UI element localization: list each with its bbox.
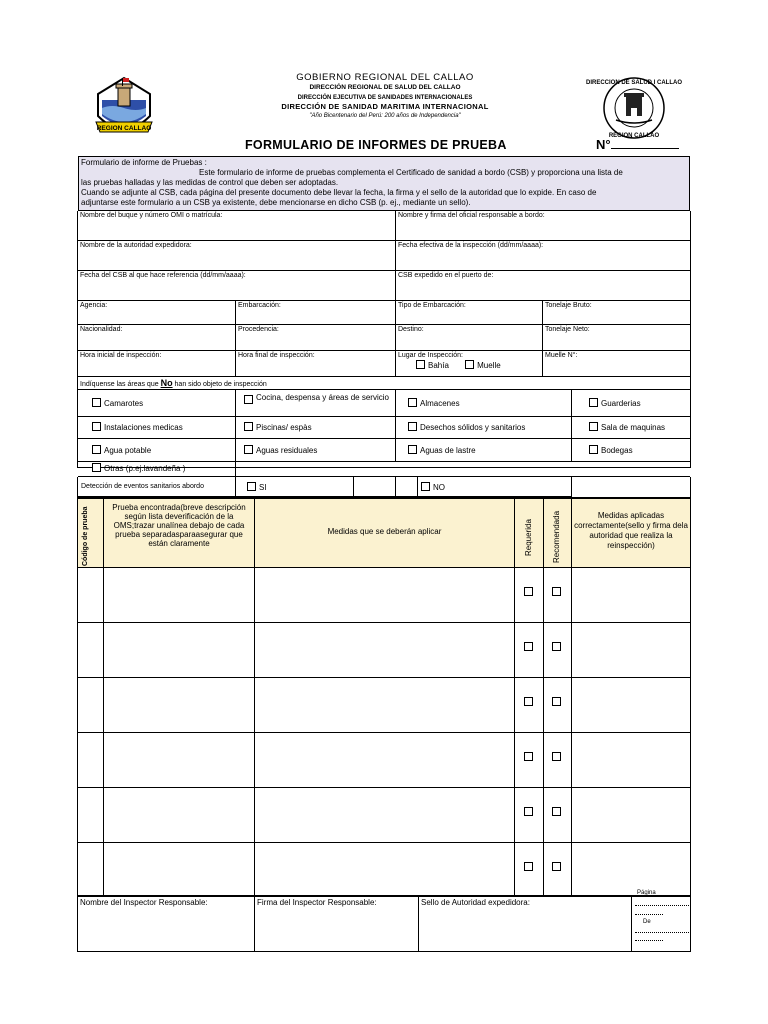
otras-checkbox[interactable] <box>92 463 101 472</box>
label-desechos: Desechos sólidos y sanitarios <box>420 423 526 432</box>
label-tonelaje-neto: Tonelaje Neto: <box>545 326 590 333</box>
deteccion-label <box>78 477 236 497</box>
label-procedencia: Procedencia: <box>238 326 279 333</box>
label-buque: Nombre del buque y número OMI o matrícula: <box>80 212 223 219</box>
number-label: N° <box>596 137 611 152</box>
area-cocina[interactable] <box>236 390 396 417</box>
guarderias-checkbox[interactable] <box>589 398 598 407</box>
label-fecha-efectiva: Fecha efectiva de la inspección (dd/mm/aaaa): <box>398 242 544 249</box>
recomendada-checkbox[interactable] <box>552 697 561 706</box>
area-piscinas[interactable] <box>236 417 396 439</box>
camarotes-checkbox[interactable] <box>92 398 101 407</box>
col-medidas-label: Medidas que se deberán aplicar <box>327 527 442 536</box>
label-muelle-n: Muelle N°: <box>545 352 578 359</box>
table-row-5-cell-1[interactable] <box>78 788 104 843</box>
table-row-2-cell-6[interactable] <box>572 623 690 678</box>
table-row-1-cell-4[interactable] <box>515 568 544 623</box>
field-embarcacion[interactable] <box>236 301 396 325</box>
header-requerida-text <box>524 519 533 556</box>
bahia-checkbox[interactable] <box>416 360 425 369</box>
label-piscinas: Piscinas/ espàs <box>256 423 312 432</box>
label-tipo-embarcacion: Tipo de Embarcación: <box>398 302 466 309</box>
field-procedencia[interactable] <box>236 325 396 351</box>
label-lugar: Lugar de Inspección: <box>398 352 463 359</box>
area-sala-maquinas[interactable] <box>572 417 690 439</box>
instalaciones-checkbox[interactable] <box>92 422 101 431</box>
deteccion-no[interactable] <box>418 477 572 497</box>
cocina-checkbox[interactable] <box>244 395 253 404</box>
label-aguas-residuales: Aguas residuales <box>256 446 318 455</box>
header-line-4: DIRECCIÓN DE SANIDAD MARITIMA INTERNACIONAL <box>281 102 489 111</box>
deteccion-blank-3 <box>572 477 690 497</box>
label-hora-inicial: Hora inicial de inspección: <box>80 352 162 359</box>
table-row-4-cell-2[interactable] <box>104 733 255 788</box>
table-row-3-cell-1[interactable] <box>78 678 104 733</box>
table-row-1-cell-1[interactable] <box>78 568 104 623</box>
requerida-checkbox[interactable] <box>524 862 533 871</box>
recomendada-checkbox[interactable] <box>552 587 561 596</box>
field-nacionalidad[interactable] <box>78 325 236 351</box>
piscinas-checkbox[interactable] <box>244 422 253 431</box>
intro-line-4: adjuntarse este formulario a un CSB ya existente, debe mencionarse en dicho CSB (p. ej., mediante un sello). <box>81 198 471 207</box>
form-number <box>596 137 679 152</box>
footer-inspector[interactable] <box>78 897 255 951</box>
label-almacenes: Almacenes <box>420 399 460 408</box>
label-bodegas: Bodegas <box>601 446 633 455</box>
table-row-6-cell-3[interactable] <box>255 843 515 896</box>
table-row-5-cell-5[interactable] <box>544 788 572 843</box>
table-row-4-cell-6[interactable] <box>572 733 690 788</box>
deteccion-blank-2 <box>396 477 418 497</box>
pagina-field-2[interactable] <box>635 908 663 915</box>
area-instalaciones[interactable] <box>78 417 236 439</box>
col-recomendada-label: Recomendada <box>552 510 561 563</box>
table-row-6-cell-4[interactable] <box>515 843 544 896</box>
table-row-4-cell-5[interactable] <box>544 733 572 788</box>
label-agencia: Agencia: <box>80 302 108 309</box>
seal-bottom-text: REGION CALLAO <box>608 133 660 139</box>
table-row-1-cell-6[interactable] <box>572 568 690 623</box>
header-codigo-text <box>82 500 90 566</box>
field-buque[interactable] <box>78 211 396 241</box>
agua-potable-checkbox[interactable] <box>92 445 101 454</box>
header-recomendada-text <box>552 511 561 563</box>
label-deteccion: Detección de eventos sanitarios abordo <box>81 483 204 490</box>
areas-prompt-after: han sido objeto de inspección <box>174 381 267 388</box>
col-prueba-label: Prueba encontrada(breve descripción según lista deverificación de la OMS;trazar unalínea debajo de cada prueba separadasparaasegurar que están claramente <box>112 503 246 548</box>
label-instalaciones: Instalaciones medicas <box>104 423 183 432</box>
intro-line-3: Cuando se adjunte al CSB, cada página del presente documento debe llevar la fecha, la firma y el sello de la autoridad que lo expide. En caso de <box>81 188 597 197</box>
requerida-checkbox[interactable] <box>524 697 533 706</box>
intro-box <box>78 156 690 211</box>
field-agencia[interactable] <box>78 301 236 325</box>
de-field-2[interactable] <box>635 935 663 941</box>
requerida-checkbox[interactable] <box>524 807 533 816</box>
table-row-5-cell-6[interactable] <box>572 788 690 843</box>
desechos-checkbox[interactable] <box>408 422 417 431</box>
area-almacenes[interactable] <box>396 390 572 417</box>
table-row-5-cell-2[interactable] <box>104 788 255 843</box>
area-aguas-residuales[interactable] <box>236 439 396 462</box>
table-row-6-cell-2[interactable] <box>104 843 255 896</box>
field-hora-final[interactable] <box>236 351 396 377</box>
label-embarcacion: Embarcación: <box>238 302 281 309</box>
table-row-2-cell-3[interactable] <box>255 623 515 678</box>
deteccion-si[interactable] <box>236 477 354 497</box>
label-sala-maquinas: Sala de maquinas <box>601 423 666 432</box>
requerida-checkbox[interactable] <box>524 587 533 596</box>
label-inspector: Nombre del Inspector Responsable: <box>80 898 208 907</box>
aguas-lastre-checkbox[interactable] <box>408 445 417 454</box>
label-camarotes: Camarotes <box>104 399 144 408</box>
no-checkbox[interactable] <box>421 482 430 491</box>
areas-prompt-no: No <box>160 378 173 388</box>
table-row-1-cell-2[interactable] <box>104 568 255 623</box>
header-line-3: DIRECCIÓN EJECUTIVA DE SANIDADES INTERNACIONALES <box>297 95 473 101</box>
field-oficial[interactable] <box>396 211 690 241</box>
field-hora-inicial[interactable] <box>78 351 236 377</box>
footer-pagina <box>633 890 691 952</box>
recomendada-checkbox[interactable] <box>552 752 561 761</box>
table-row-6-cell-1[interactable] <box>78 843 104 896</box>
table-row-1-cell-3[interactable] <box>255 568 515 623</box>
intro-line-1: Este formulario de informe de pruebas complementa el Certificado de sanidad a bordo (CSB) y proporciona una lista de <box>199 168 623 177</box>
header-aplicadas <box>572 499 690 568</box>
area-bodegas[interactable] <box>572 439 690 462</box>
header-line-5: "Año Bicentenario del Perú: 200 años de Independencia" <box>309 113 461 119</box>
number-field[interactable] <box>611 138 679 149</box>
de-field[interactable] <box>635 927 689 933</box>
table-row-2-cell-2[interactable] <box>104 623 255 678</box>
table-row-6-cell-6[interactable] <box>572 843 690 896</box>
col-aplicadas-label: Medidas aplicadas correctamente(sello y firma dela autoridad que realiza la reinspección) <box>574 511 688 550</box>
label-hora-final: Hora final de inspección: <box>238 352 315 359</box>
label-pagina: Página <box>637 890 656 896</box>
label-si: SI <box>259 483 267 492</box>
field-fecha-csb[interactable] <box>78 271 396 301</box>
table-row-5-cell-3[interactable] <box>255 788 515 843</box>
requerida-checkbox[interactable] <box>524 642 533 651</box>
recomendada-checkbox[interactable] <box>552 642 561 651</box>
label-guarderias: Guarderias <box>601 399 641 408</box>
label-destino: Destino: <box>398 326 424 333</box>
area-camarotes[interactable] <box>78 390 236 417</box>
label-otras: Otras (p.ej.lavandeña ) <box>104 464 186 473</box>
table-row-3-cell-3[interactable] <box>255 678 515 733</box>
si-checkbox[interactable] <box>247 482 256 491</box>
label-bahia: Bahía <box>428 361 449 370</box>
intro-title: Formulario de informe de Pruebas : <box>81 158 207 167</box>
area-desechos[interactable] <box>396 417 572 439</box>
requerida-checkbox[interactable] <box>524 752 533 761</box>
footer-firma[interactable] <box>255 897 419 951</box>
label-csb-puerto: CSB expedido en el puerto de: <box>398 272 494 279</box>
table-row-3-cell-5[interactable] <box>544 678 572 733</box>
region-callao-logo <box>92 76 156 140</box>
label-firma: Firma del Inspector Responsable: <box>257 898 377 907</box>
bodegas-checkbox[interactable] <box>589 445 598 454</box>
recomendada-checkbox[interactable] <box>552 807 561 816</box>
label-no: NO <box>433 483 445 492</box>
intro-line-2: las pruebas halladas y las medidas de control que deben ser adoptadas. <box>81 178 339 187</box>
area-otras-blank[interactable] <box>236 462 690 477</box>
pagina-field[interactable] <box>635 899 689 906</box>
footer-sello[interactable] <box>419 897 632 951</box>
table-row-1-cell-5[interactable] <box>544 568 572 623</box>
almacenes-checkbox[interactable] <box>408 398 417 407</box>
table-row-5-cell-4[interactable] <box>515 788 544 843</box>
label-agua-potable: Agua potable <box>104 446 152 455</box>
field-csb-puerto[interactable] <box>396 271 690 301</box>
logo-left-text: REGION CALLAO <box>96 125 152 132</box>
table-row-4-cell-3[interactable] <box>255 733 515 788</box>
table-row-2-cell-4[interactable] <box>515 623 544 678</box>
header-prueba <box>104 499 255 568</box>
header-line-2: DIRECCIÓN REGIONAL DE SALUD DEL CALLAO <box>309 84 461 91</box>
table-row-3-cell-6[interactable] <box>572 678 690 733</box>
label-cocina: Cocina, despensa y áreas de servicio <box>256 393 389 402</box>
field-autoridad[interactable] <box>78 241 396 271</box>
header-line-1: GOBIERNO REGIONAL DEL CALLAO <box>296 72 474 83</box>
label-aguas-lastre: Aguas de lastre <box>420 446 476 455</box>
field-lugar <box>396 351 543 377</box>
deteccion-blank-1 <box>354 477 396 497</box>
label-oficial: Nombre y firma del oficial responsable a bordo: <box>398 212 545 219</box>
table-row-3-cell-2[interactable] <box>104 678 255 733</box>
field-tipo-embarcacion[interactable] <box>396 301 543 325</box>
seal-top-text: DIRECCION DE SALUD I CALLAO <box>586 80 682 86</box>
header-medidas <box>255 499 515 568</box>
area-guarderias[interactable] <box>572 390 690 417</box>
label-nacionalidad: Nacionalidad: <box>80 326 123 333</box>
area-agua-potable[interactable] <box>78 439 236 462</box>
form-title: FORMULARIO DE INFORMES DE PRUEBA <box>245 138 507 152</box>
label-tonelaje-bruto: Tonelaje Bruto: <box>545 302 592 309</box>
table-row-4-cell-4[interactable] <box>515 733 544 788</box>
direccion-salud-seal <box>586 74 682 142</box>
table-row-2-cell-5[interactable] <box>544 623 572 678</box>
label-sello: Sello de Autoridad expedidora: <box>421 898 530 907</box>
col-codigo-label: Código de prueba <box>82 506 89 566</box>
field-tonelaje-neto[interactable] <box>543 325 690 351</box>
col-requerida-label: Requerida <box>524 519 533 556</box>
label-muelle: Muelle <box>477 361 501 370</box>
field-fecha-efectiva[interactable] <box>396 241 690 271</box>
table-row-2-cell-1[interactable] <box>78 623 104 678</box>
area-otras[interactable] <box>78 462 236 477</box>
table-row-6-cell-5[interactable] <box>544 843 572 896</box>
sala-maquinas-checkbox[interactable] <box>589 422 598 431</box>
recomendada-checkbox[interactable] <box>552 862 561 871</box>
areas-prompt-before: Indíquense las áreas que <box>80 381 159 388</box>
aguas-residuales-checkbox[interactable] <box>244 445 253 454</box>
label-de: De <box>643 919 651 925</box>
table-row-3-cell-4[interactable] <box>515 678 544 733</box>
label-fecha-csb: Fecha del CSB al que hace referencia (dd/mm/aaaa): <box>80 272 246 279</box>
areas-prompt <box>78 377 690 390</box>
field-muelle-n[interactable] <box>543 351 690 377</box>
label-autoridad: Nombre de la autoridad expedidora: <box>80 242 192 249</box>
field-destino[interactable] <box>396 325 543 351</box>
field-tonelaje-bruto[interactable] <box>543 301 690 325</box>
muelle-checkbox[interactable] <box>465 360 474 369</box>
area-aguas-lastre[interactable] <box>396 439 572 462</box>
table-row-4-cell-1[interactable] <box>78 733 104 788</box>
